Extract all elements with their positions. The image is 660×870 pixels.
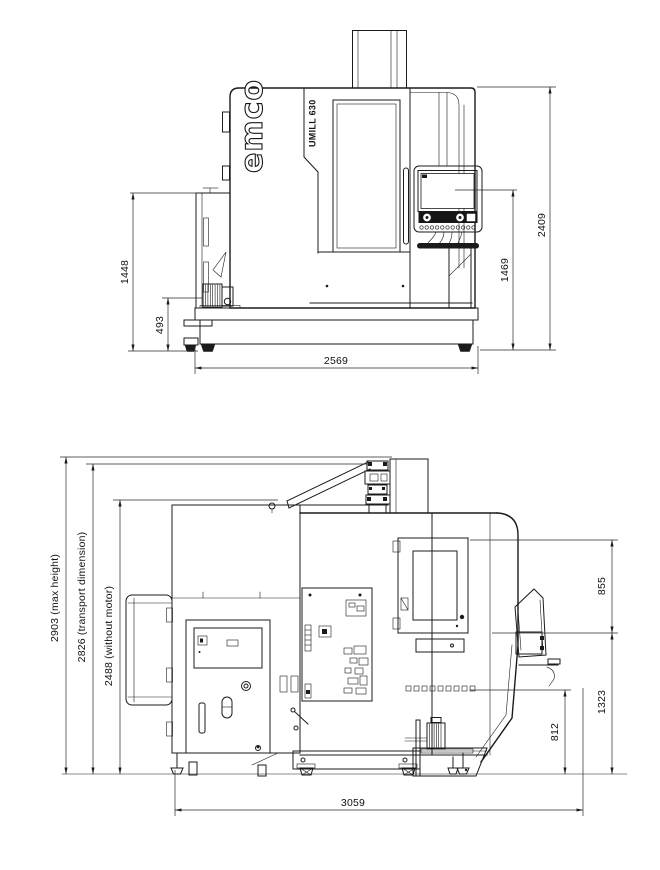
side-service-panel — [302, 588, 372, 701]
front-control-panel — [414, 166, 482, 308]
side-feet — [171, 753, 469, 776]
front-dimensions — [119, 87, 556, 374]
dim-side-2488: 2488 (without motor) — [103, 585, 115, 687]
side-rotary-cover — [126, 595, 172, 705]
dim-front-493: 493 — [154, 315, 166, 335]
side-vent-row — [406, 686, 475, 691]
dim-front-1448: 1448 — [119, 259, 131, 285]
front-base — [184, 308, 478, 352]
emco-logo: emco — [235, 79, 270, 173]
side-dimensions — [49, 457, 618, 816]
panel-screen — [421, 174, 474, 209]
dim-side-2826: 2826 (transport dimension) — [76, 531, 88, 663]
front-view — [119, 31, 556, 375]
dim-side-3059: 3059 — [340, 797, 366, 809]
side-machine-body — [62, 459, 627, 776]
side-operator-panel — [515, 589, 560, 686]
dim-side-812: 812 — [549, 722, 561, 742]
front-door-handle — [404, 168, 409, 244]
dim-front-1469: 1469 — [499, 257, 511, 283]
dim-side-2903: 2903 (max height) — [49, 553, 61, 643]
dim-side-1323: 1323 — [596, 689, 608, 715]
front-door-window — [333, 100, 400, 252]
front-machine-body — [184, 31, 482, 352]
front-motor — [200, 284, 240, 308]
panel-tray — [417, 243, 479, 249]
model-label: UMILL 630 — [307, 99, 318, 147]
dim-front-2569: 2569 — [323, 355, 349, 367]
side-access-door — [393, 538, 468, 652]
dim-side-855: 855 — [596, 576, 608, 596]
dim-front-2409: 2409 — [536, 212, 548, 238]
side-view — [49, 457, 627, 816]
side-electrical-cabinet — [167, 505, 301, 753]
front-spindle-column — [353, 31, 407, 89]
panel-button-row — [420, 226, 475, 229]
